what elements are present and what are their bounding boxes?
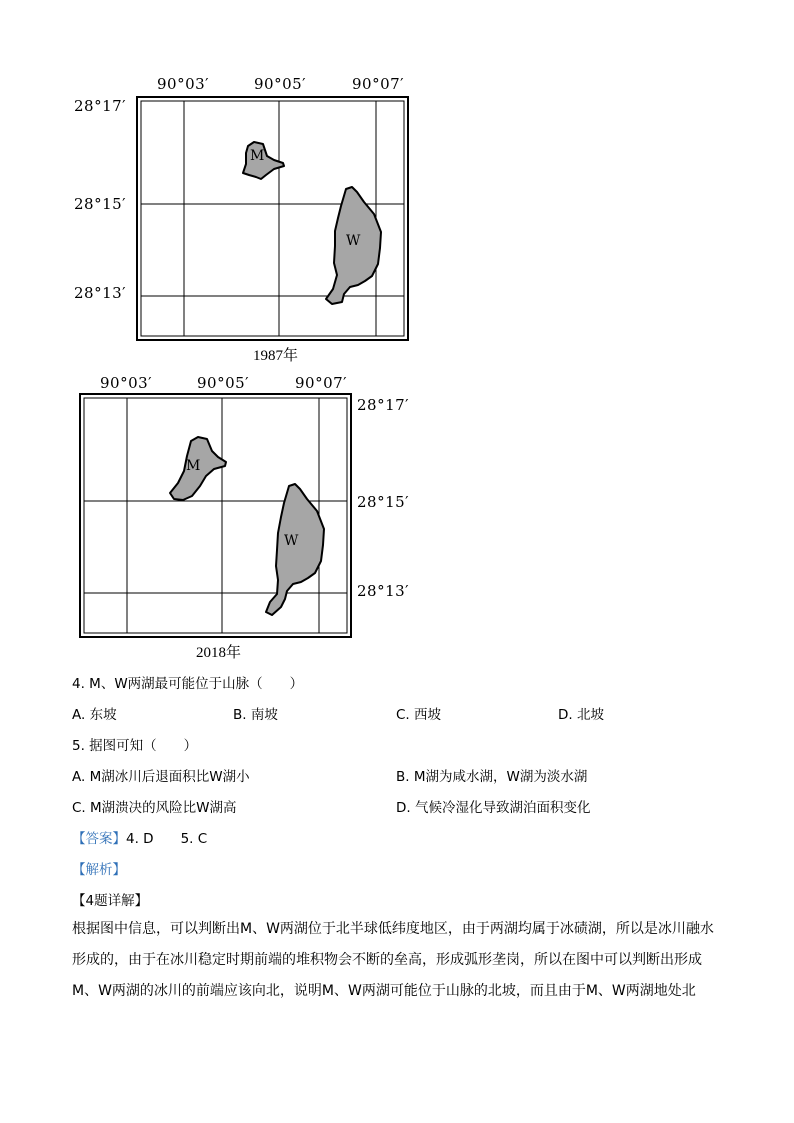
map-1987-frame (136, 96, 410, 342)
lon-label: 90°07′ (295, 374, 348, 392)
lon-label: 90°05′ (254, 75, 307, 93)
paragraph-line: M、W两湖的冰川的前端应该向北，说明M、W两湖可能位于山脉的北坡，而且由于M、W两湖地处北 (72, 983, 696, 999)
lat-label: 28°15′ (357, 493, 410, 511)
detail-4-heading: 【4题详解】 (72, 893, 149, 909)
map-2018 (79, 393, 353, 639)
question-5-option-a: A. M湖冰川后退面积比W湖小 (72, 769, 250, 785)
lat-label: 28°17′ (74, 97, 127, 115)
lon-label: 90°05′ (197, 374, 250, 392)
map-year-caption: 1987年 (253, 348, 299, 364)
lat-label: 28°15′ (74, 195, 127, 213)
lon-label: 90°03′ (157, 75, 210, 93)
lat-label: 28°17′ (357, 396, 410, 414)
answer-tag: 【答案】 (72, 831, 126, 847)
map-1987 (136, 96, 410, 342)
question-5-option-c: C. M湖溃决的风险比W湖高 (72, 800, 237, 816)
lon-label: 90°03′ (100, 374, 153, 392)
map-year-caption: 2018年 (196, 645, 242, 661)
question-5-option-b: B. M湖为咸水湖，W湖为淡水湖 (396, 769, 588, 785)
question-4-option-d: D. 北坡 (558, 707, 604, 723)
analysis-tag: 【解析】 (72, 862, 126, 878)
answer-line (72, 827, 207, 847)
answer-text: 4. D 5. C (126, 831, 208, 847)
paragraph-line: 根据图中信息，可以判断出M、W两湖位于北半球低纬度地区，由于两湖均属于冰碛湖，所以是冰川融水 (72, 921, 714, 937)
map-2018-frame (79, 393, 353, 639)
question-5-option-d: D. 气候冷湿化导致湖泊面积变化 (396, 800, 591, 816)
question-4-option-b: B. 南坡 (233, 707, 278, 723)
lat-label: 28°13′ (74, 284, 127, 302)
question-5-stem: 5. 据图可知（ ） (72, 738, 198, 754)
lat-label: 28°13′ (357, 582, 410, 600)
question-4-option-c: C. 西坡 (396, 707, 442, 723)
lake-w-label: W (284, 533, 299, 549)
lake-w-label: W (346, 233, 361, 249)
lon-label: 90°07′ (352, 75, 405, 93)
question-4-stem: 4. M、W两湖最可能位于山脉（ ） (72, 676, 304, 692)
paragraph-line: 形成的，由于在冰川稳定时期前端的堆积物会不断的垒高，形成弧形垄岗，所以在图中可以判断出形成 (72, 952, 702, 968)
question-4-option-a: A. 东坡 (72, 707, 117, 723)
lake-m-label: M (250, 148, 265, 164)
explanation-paragraph (72, 914, 732, 1007)
lake-m-label: M (186, 458, 201, 474)
